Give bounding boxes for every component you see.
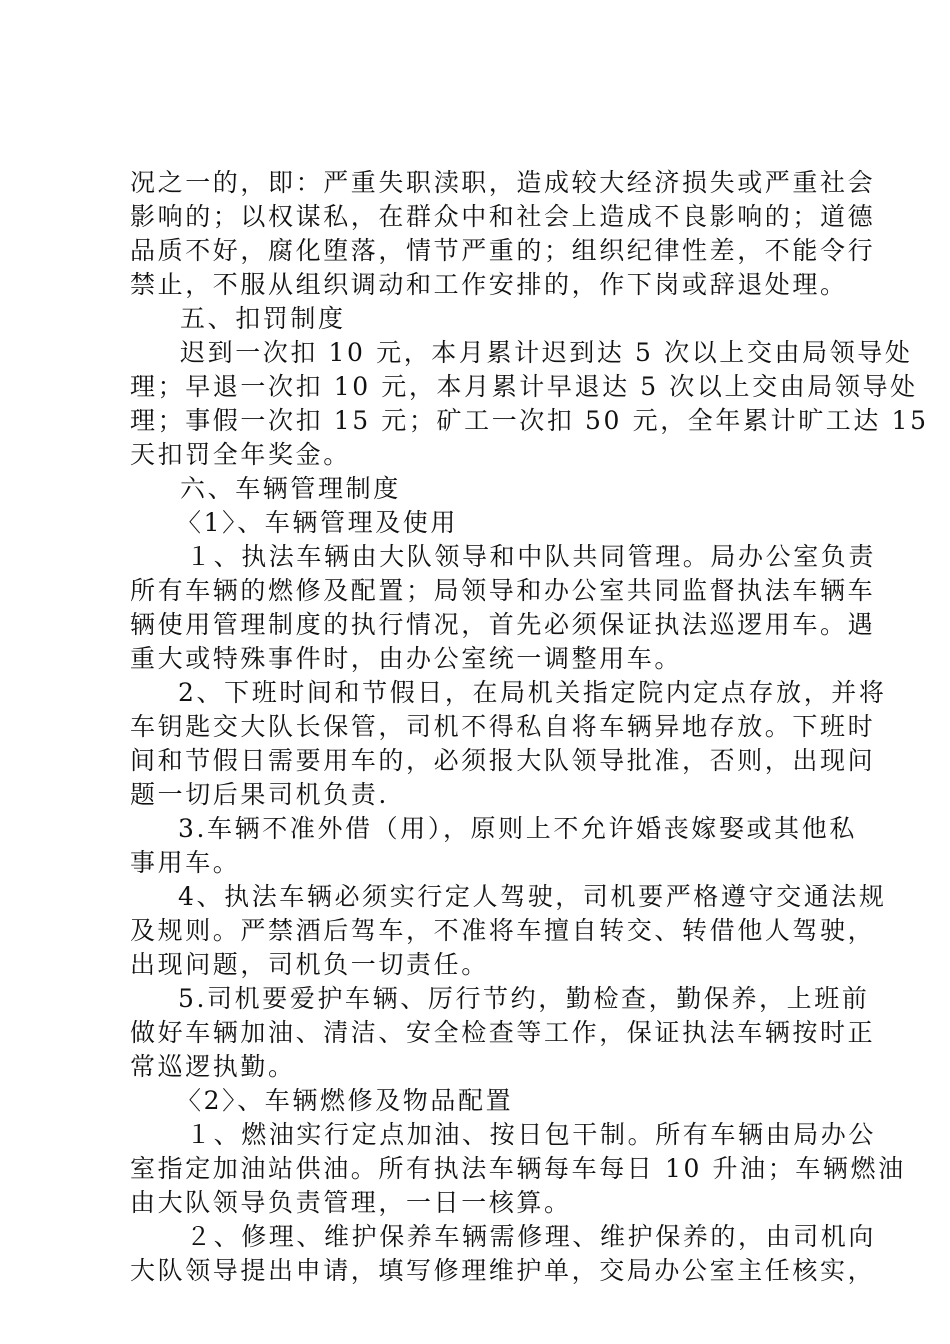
text-line: 理；事假一次扣 15 元；矿工一次扣 50 元，全年累计旷工达 15 bbox=[130, 406, 929, 435]
text-line: 大队领导提出申请，填写修理维护单，交局办公室主任核实， bbox=[130, 1256, 876, 1285]
text-line: 4、执法车辆必须实行定人驾驶，司机要严格遵守交通法规 bbox=[178, 882, 887, 911]
subsection-heading: 〈2〉、车辆燃修及物品配置 bbox=[176, 1086, 514, 1115]
text-line: 常巡逻执勤。 bbox=[130, 1052, 296, 1081]
subsection-heading: 〈1〉、车辆管理及使用 bbox=[176, 508, 459, 537]
text-line: 3.车辆不准外借（用），原则上不允许婚丧嫁娶或其他私 bbox=[178, 814, 857, 843]
text-line: 间和节假日需要用车的，必须报大队领导批准，否则，出现问 bbox=[130, 746, 876, 775]
text-line: ２、修理、维护保养车辆需修理、维护保养的，由司机向 bbox=[186, 1222, 877, 1251]
text-line: 禁止，不服从组织调动和工作安排的，作下岗或辞退处理。 bbox=[130, 270, 848, 299]
text-line: 题一切后果司机负责. bbox=[130, 780, 389, 809]
text-line: 迟到一次扣 10 元，本月累计迟到达 5 次以上交由局领导处 bbox=[180, 338, 913, 367]
text-line: １、燃油实行定点加油、按日包干制。所有车辆由局办公 bbox=[186, 1120, 877, 1149]
text-line: 辆使用管理制度的执行情况，首先必须保证执法巡逻用车。遇 bbox=[130, 610, 876, 639]
text-line: 由大队领导负责管理，一日一核算。 bbox=[130, 1188, 572, 1217]
text-line: 事用车。 bbox=[130, 848, 241, 877]
text-line: 车钥匙交大队长保管，司机不得私自将车辆异地存放。下班时 bbox=[130, 712, 876, 741]
text-line: 天扣罚全年奖金。 bbox=[130, 440, 351, 469]
text-line: １、执法车辆由大队领导和中队共同管理。局办公室负责 bbox=[186, 542, 877, 571]
text-line: 品质不好，腐化堕落，情节严重的；组织纪律性差，不能令行 bbox=[130, 236, 876, 265]
text-line: 及规则。严禁酒后驾车，不准将车擅自转交、转借他人驾驶， bbox=[130, 916, 876, 945]
text-line: 2、下班时间和节假日，在局机关指定院内定点存放，并将 bbox=[178, 678, 887, 707]
text-line: 况之一的，即：严重失职渎职，造成较大经济损失或严重社会 bbox=[130, 168, 876, 197]
text-line: 影响的；以权谋私，在群众中和社会上造成不良影响的；道德 bbox=[130, 202, 876, 231]
section-heading: 六、车辆管理制度 bbox=[180, 474, 401, 503]
text-line: 所有车辆的燃修及配置；局领导和办公室共同监督执法车辆车 bbox=[130, 576, 876, 605]
text-line: 5.司机要爱护车辆、厉行节约，勤检查，勤保养，上班前 bbox=[178, 984, 870, 1013]
section-heading: 五、扣罚制度 bbox=[180, 304, 346, 333]
text-line: 重大或特殊事件时，由办公室统一调整用车。 bbox=[130, 644, 683, 673]
text-line: 做好车辆加油、清洁、安全检查等工作，保证执法车辆按时正 bbox=[130, 1018, 876, 1047]
text-line: 理；早退一次扣 10 元，本月累计早退达 5 次以上交由局领导处 bbox=[130, 372, 918, 401]
text-line: 出现问题，司机负一切责任。 bbox=[130, 950, 489, 979]
text-line: 室指定加油站供油。所有执法车辆每车每日 10 升油；车辆燃油 bbox=[130, 1154, 906, 1183]
